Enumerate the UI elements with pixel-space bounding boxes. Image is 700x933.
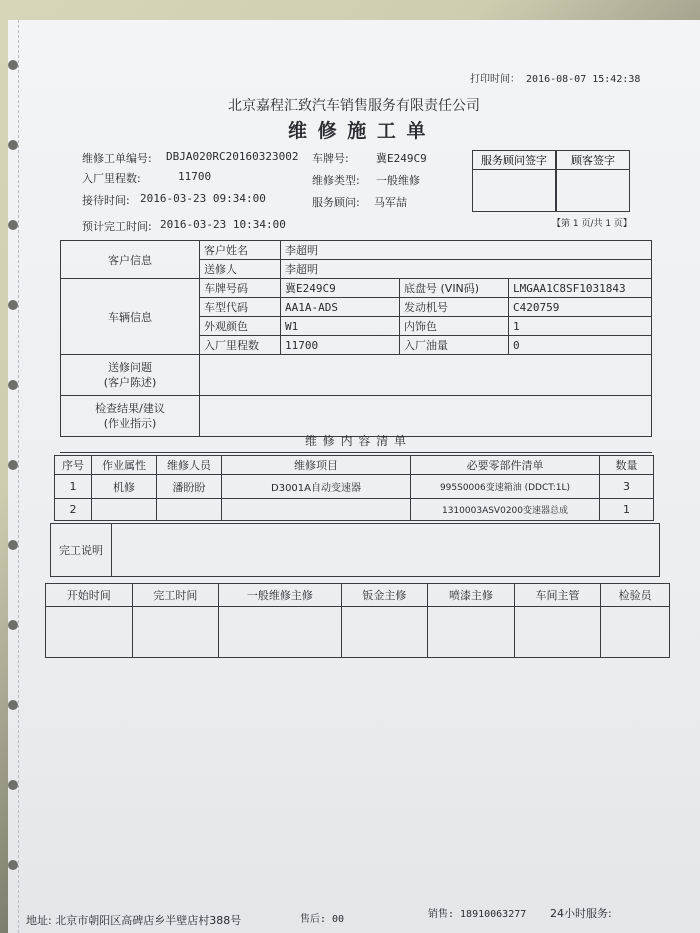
issue-label-line2: (客户陈述) [103, 376, 157, 389]
inspection-value [200, 396, 652, 437]
col-header-item: 维修项目 [222, 456, 411, 475]
col-header-no: 序号 [55, 456, 92, 475]
tractor-hole [8, 220, 18, 230]
model-value: AA1A-ADS [281, 298, 400, 317]
footer-sales: 销售: 18910063277 [428, 909, 527, 920]
inspection-label [61, 396, 200, 437]
col-header-qty: 数量 [600, 456, 654, 475]
tractor-hole [8, 460, 18, 470]
row-attr: 机修 [92, 475, 157, 499]
row-qty: 1 [600, 499, 654, 521]
tractor-hole [8, 780, 18, 790]
completion-value [112, 524, 660, 577]
col-start-time: 开始时间 [46, 584, 133, 607]
tractor-hole [8, 300, 18, 310]
advisor-signature-label: 服务顾问签字 [473, 151, 555, 170]
inspection-label-line2: (作业指示) [103, 417, 157, 430]
table-row [55, 475, 654, 499]
company-name: 北京嘉程汇致汽车销售服务有限责任公司 [228, 98, 480, 114]
row-item: D3001A自动变速器 [222, 475, 411, 499]
completion-label: 完工说明 [51, 524, 112, 577]
vin-value: LMGAA1C8SF1031843 [509, 279, 652, 298]
customer-signature-box[interactable] [556, 150, 630, 212]
row-qty: 3 [600, 475, 654, 499]
vehicle-mileage-value: 11700 [281, 336, 400, 355]
page-title: 维 修 施 工 单 [288, 120, 428, 142]
fuel-label: 入厂油量 [400, 336, 509, 355]
fuel-value: 0 [509, 336, 652, 355]
customer-vehicle-table [60, 240, 652, 437]
staff-table [45, 583, 670, 658]
completion-table [50, 523, 660, 577]
issue-label-line1: 送修问题 [108, 361, 152, 374]
items-section-title: 维 修 内 容 清 单 [60, 432, 652, 453]
engine-label: 发动机号 [400, 298, 509, 317]
general-tech-cell[interactable] [219, 607, 342, 658]
color-value: W1 [281, 317, 400, 336]
row-item [222, 499, 411, 521]
plate-value: 冀E249C9 [376, 152, 427, 165]
paint-cell[interactable] [428, 607, 515, 658]
order-no-label: 维修工单编号: [82, 152, 152, 165]
col-finish-time: 完工时间 [132, 584, 219, 607]
issue-label [61, 355, 200, 396]
col-header-attr: 作业属性 [92, 456, 157, 475]
sender-value: 李超明 [281, 260, 652, 279]
print-time: 打印时间： 2016-08-07 15:42:38 [470, 74, 641, 85]
issue-value [200, 355, 652, 396]
start-time-cell[interactable] [46, 607, 133, 658]
engine-value: C420759 [509, 298, 652, 317]
supervisor-cell[interactable] [514, 607, 601, 658]
tractor-hole [8, 140, 18, 150]
advisor-signature-box[interactable] [472, 150, 556, 212]
customer-signature-label: 顾客签字 [557, 151, 629, 170]
model-label: 车型代码 [200, 298, 281, 317]
inspector-cell[interactable] [601, 607, 670, 658]
footer-address: 地址: 北京市朝阳区高碑店乡半壁店村388号 [26, 914, 242, 927]
plate-label: 车牌号: [312, 152, 349, 165]
inspection-label-line1: 检查结果/建议 [95, 402, 165, 415]
col-supervisor: 车间主管 [514, 584, 601, 607]
footer-aftersale: 售后: 00 [300, 914, 345, 925]
color-label: 外观颜色 [200, 317, 281, 336]
row-part: 1310003ASV0200变速器总成 [411, 499, 600, 521]
tractor-hole [8, 700, 18, 710]
row-no: 1 [55, 475, 92, 499]
receive-time-label: 接待时间: [82, 194, 130, 207]
customer-name-label: 客户姓名 [200, 241, 281, 260]
finish-time-cell[interactable] [132, 607, 219, 658]
receive-time-value: 2016-03-23 09:34:00 [140, 192, 266, 205]
vehicle-plate-label: 车牌号码 [200, 279, 281, 298]
repair-items-table [54, 455, 654, 521]
vehicle-plate-value: 冀E249C9 [281, 279, 400, 298]
tractor-hole [8, 380, 18, 390]
finish-time-label: 预计完工时间: [82, 220, 152, 233]
customer-section-label: 客户信息 [61, 241, 200, 279]
interior-label: 内饰色 [400, 317, 509, 336]
finish-time-value: 2016-03-23 10:34:00 [160, 218, 286, 231]
vehicle-section-label: 车辆信息 [61, 279, 200, 355]
tractor-hole [8, 860, 18, 870]
row-attr [92, 499, 157, 521]
page-indicator: 【第 1 页/共 1 页】 [552, 219, 632, 229]
col-inspector: 检验员 [601, 584, 670, 607]
mileage-label: 入厂里程数: [82, 172, 141, 185]
mileage-value: 11700 [178, 170, 212, 183]
col-sheet-metal: 钣金主修 [341, 584, 428, 607]
advisor-label: 服务顾问: [312, 196, 360, 209]
vehicle-mileage-label: 入厂里程数 [200, 336, 281, 355]
table-row [55, 499, 654, 521]
row-no: 2 [55, 499, 92, 521]
repair-type-label: 维修类型: [312, 174, 360, 187]
col-header-tech: 维修人员 [157, 456, 222, 475]
col-paint: 喷漆主修 [428, 584, 515, 607]
customer-name-value: 李超明 [281, 241, 652, 260]
tractor-hole [8, 540, 18, 550]
row-tech [157, 499, 222, 521]
sheet-metal-cell[interactable] [341, 607, 428, 658]
col-header-parts: 必要零部件清单 [411, 456, 600, 475]
tractor-hole [8, 60, 18, 70]
col-general-tech: 一般维修主修 [219, 584, 342, 607]
sender-label: 送修人 [200, 260, 281, 279]
row-part: 995S0006变速箱油 (DDCT:1L) [411, 475, 600, 499]
vin-label: 底盘号 (VIN码) [400, 279, 509, 298]
order-no-value: DBJA020RC20160323002 [166, 150, 299, 163]
footer-hotline: 24小时服务: [550, 907, 612, 920]
tractor-hole [8, 620, 18, 630]
advisor-value: 马军喆 [374, 196, 407, 209]
repair-type-value: 一般维修 [376, 174, 420, 187]
row-tech: 潘盼盼 [157, 475, 222, 499]
interior-value: 1 [509, 317, 652, 336]
